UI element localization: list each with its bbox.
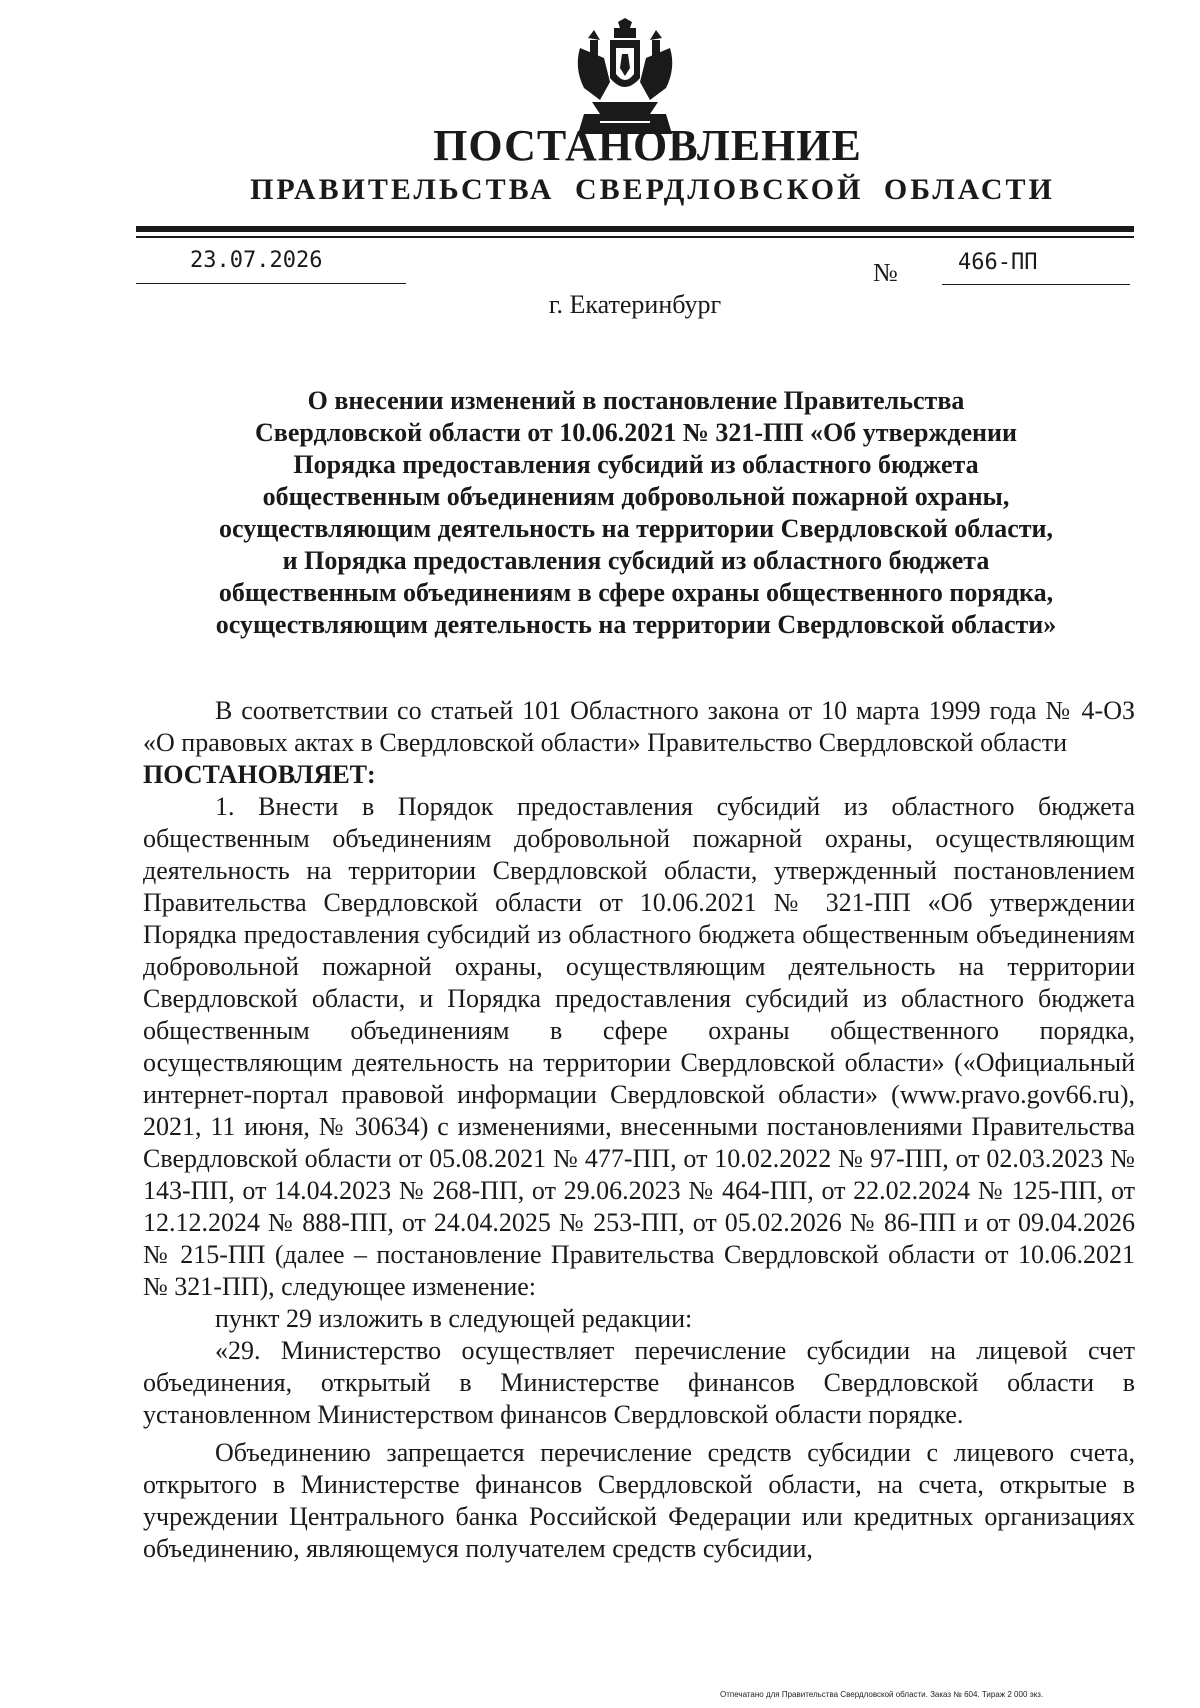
quoted-paragraph-continued: Объединению запрещается перечисление средств субсидии с лицевого счета, открытого в Министерстве финансов Свердловской области, на счета, открытые в учреждении Центрального банка Российской Федерации или кредитных организациях объединению, являющемуся получателем средств субсидии, [143,1438,1135,1563]
quoted-paragraph-29: «29. Министерство осуществляет перечисление субсидии на лицевой счет объединения, открытый в Министерстве финансов Свердловской области в установленном Министерством финансов Свердловской области порядке. [143,1336,1135,1429]
issuing-organization: ПРАВИТЕЛЬСТВА СВЕРДЛОВСКОЙ ОБЛАСТИ [250,173,1055,206]
city: г. Екатеринбург [548,290,722,319]
item-1-paragraph: 1. Внести в Порядок предоставления субсидий из областного бюджета общественным объединениям добровольной пожарной охраны, осуществляющим деятельность на территории Свердловской области, утвержденный постановлением Правительства Свердловской области от 10.06.2021 № 321-ПП «Об утверждении Порядка предоставления субсидий из областного бюджета общественным объединениям добровольной пожарной охраны, осуществляющим деятельность на территории Свердловской области, и Порядка предоставления субсидий из областного бюджета общественным объединениям в сфере охраны общественного порядка, осуществляющим деятельность на территории Свердловской области» («Официальный интернет-портал правовой информации Свердловской области» (www.pravo.gov66.ru), 2021, 11 июня, № 30634) с изменениями, внесенными постановлениями Правительства Свердловской области от 05.08.2021 № 477-ПП, от 10.02.2022 № 97-ПП, от 02.03.2023 № 143-ПП, от 14.04.2023 № 268-ПП, от 29.06.2023 № 464-ПП, от 22.02.2024 № 125-ПП, от 12.12.2024 № 888-ПП, от 24.04.2025 № 253-ПП, от 05.02.2026 № 86-ПП и от 09.04.2026 № 215-ПП (далее – постановление Правительства Свердловской области от 10.06.2021 № 321-ПП), следующее изменение: [143,792,1135,1301]
coat-of-arms-emblem [570,18,680,136]
title-line: Свердловской области от 10.06.2021 № 321-ПП «Об утверждении [255,418,1017,447]
title-line: общественным объединениям в сфере охраны общественного порядка, [218,578,1054,607]
number-underline [942,284,1130,285]
title-line: осуществляющим деятельность на территории Свердловской области» [215,610,1057,639]
date-underline [136,283,406,284]
title-line: общественным объединениям добровольной пожарной охраны, [262,482,1010,511]
instruction-paragraph: пункт 29 изложить в следующей редакции: [215,1304,693,1333]
preamble-paragraph: В соответствии со статьей 101 Областного закона от 10 марта 1999 года № 4-ОЗ «О правовых актах в Свердловской области» Правительство Свердловской области [143,696,1135,757]
title-line: осуществляющим деятельность на территории Свердловской области, [219,514,1053,543]
print-note: Отпечатано для Правительства Свердловской области. Заказ № 604. Тираж 2 000 экз. [720,1690,1044,1699]
header-rule-thick [136,226,1134,232]
document-number: 466-ПП [958,250,1038,275]
title-line: и Порядка предоставления субсидий из областного бюджета [282,546,990,575]
document-date: 23.07.2026 [190,248,323,273]
title-line: О внесении изменений в постановление Правительства [307,386,965,415]
resolves-heading: ПОСТАНОВЛЯЕТ: [143,760,376,789]
document-title [136,385,1136,641]
document-type: ПОСТАНОВЛЕНИЕ [433,121,862,170]
document-body [143,695,1135,1565]
header-rule-thin [136,236,1134,238]
number-sign: № [873,258,898,287]
title-line: Порядка предоставления субсидий из областного бюджета [293,450,979,479]
